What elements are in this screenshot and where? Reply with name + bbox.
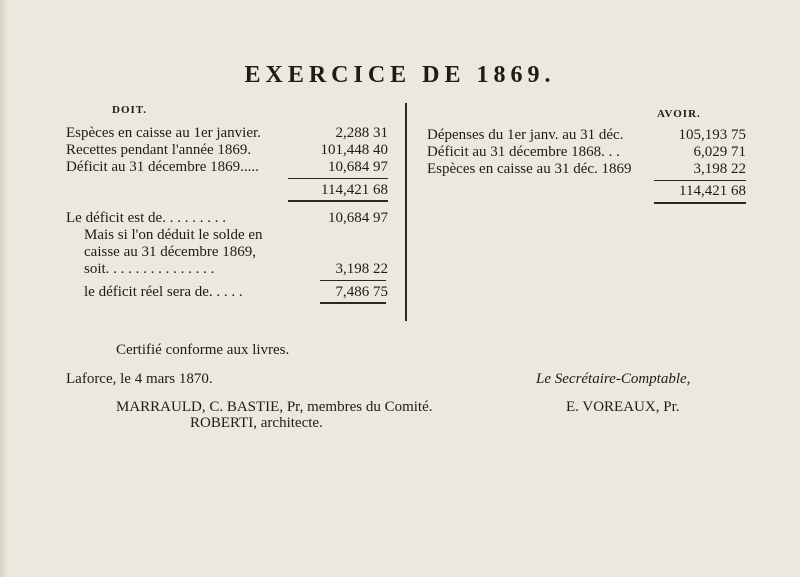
deduction-text: Mais si l'on déduit le solde en xyxy=(84,227,263,243)
deduction-label: soit. . . . . . . . . . . . . . . xyxy=(84,261,215,277)
avoir-row-amount: 105,193 75 xyxy=(678,127,746,143)
doit-row-amount: 2,288 31 xyxy=(335,125,388,141)
secretary-title: Le Secrétaire-Comptable, xyxy=(536,371,691,387)
doit-total: 114,421 68 xyxy=(321,182,388,198)
real-deficit-bottom-rule xyxy=(320,302,386,304)
secretary-name: E. VOREAUX, Pr. xyxy=(566,399,680,415)
avoir-row-amount: 3,198 22 xyxy=(693,161,746,177)
real-deficit-amount: 7,486 75 xyxy=(335,284,388,300)
doit-row-label: Recettes pendant l'année 1869. xyxy=(66,142,252,158)
place-date: Laforce, le 4 mars 1870. xyxy=(66,371,213,387)
doit-row-label: Espèces en caisse au 1er janvier. xyxy=(66,125,261,141)
column-divider xyxy=(405,103,407,321)
committee-signatures: MARRAULD, C. BASTIE, Pr, membres du Comité. xyxy=(116,399,433,415)
avoir-row-amount: 6,029 71 xyxy=(693,144,746,160)
architect-signature: ROBERTI, architecte. xyxy=(190,415,323,431)
doit-row-label: Déficit au 31 décembre 1869..... xyxy=(66,159,259,175)
deficit-label: Le déficit est de. . . . . . . . . xyxy=(66,210,226,226)
doit-row-amount: 101,448 40 xyxy=(320,142,388,158)
avoir-total-rule xyxy=(654,202,746,204)
avoir-row-label: Déficit au 31 décembre 1868. . . xyxy=(427,144,620,160)
deduction-amount: 3,198 22 xyxy=(335,261,388,277)
certification-text: Certifié conforme aux livres. xyxy=(116,342,290,358)
real-deficit-label: le déficit réel sera de. . . . . xyxy=(84,284,243,300)
avoir-row-label: Espèces en caisse au 31 déc. 1869 xyxy=(427,161,632,177)
page-title: EXERCICE DE 1869. xyxy=(244,62,556,88)
doit-row-amount: 10,684 97 xyxy=(328,159,388,175)
avoir-total: 114,421 68 xyxy=(679,183,746,199)
avoir-heading: AVOIR. xyxy=(657,108,701,120)
doit-total-rule xyxy=(288,200,388,202)
doit-sum-rule xyxy=(288,178,388,179)
avoir-sum-rule xyxy=(654,180,746,181)
doit-heading: DOIT. xyxy=(112,104,148,116)
avoir-row-label: Dépenses du 1er janv. au 31 déc. xyxy=(427,127,624,143)
real-deficit-top-rule xyxy=(320,280,386,281)
deficit-amount: 10,684 97 xyxy=(328,210,388,226)
deduction-text: caisse au 31 décembre 1869, xyxy=(84,244,257,260)
